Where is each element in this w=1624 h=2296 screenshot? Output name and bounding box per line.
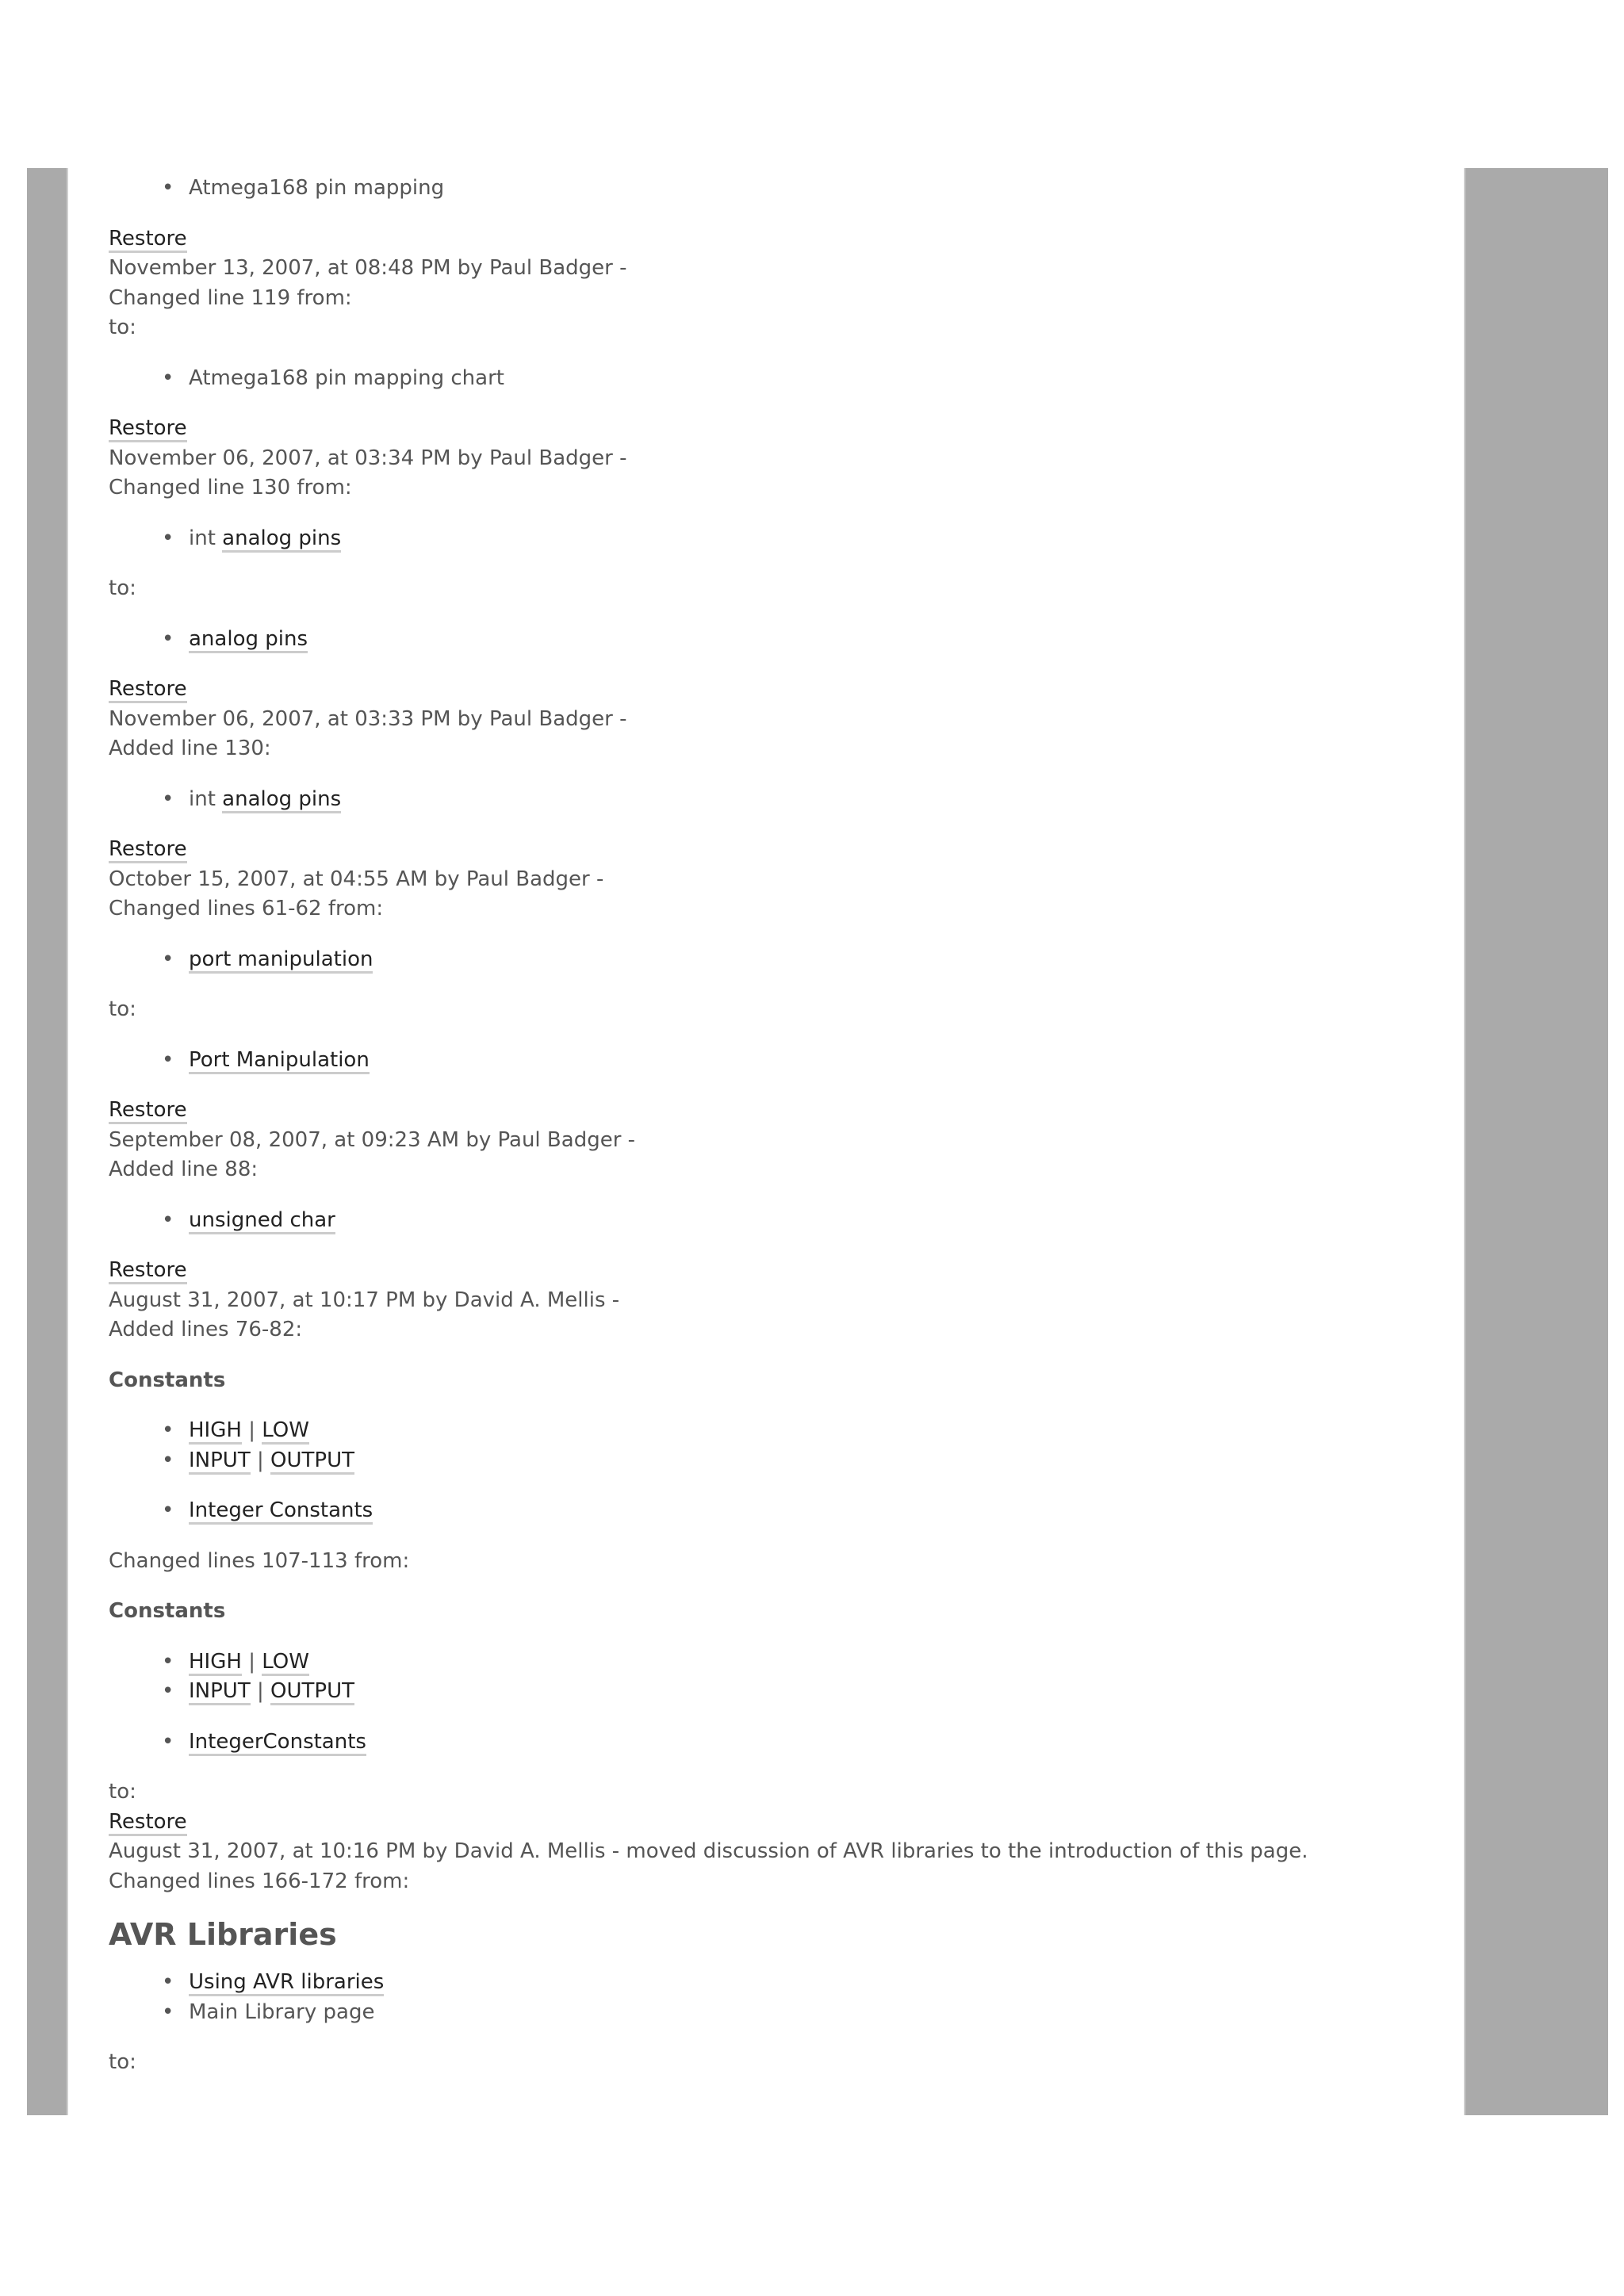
port-manipulation-link[interactable]: port manipulation bbox=[189, 947, 373, 974]
diff-list bbox=[109, 1046, 1457, 1076]
list-item: • int analog pins bbox=[189, 785, 1457, 815]
port-manipulation-link[interactable]: Port Manipulation bbox=[189, 1048, 370, 1074]
high-link[interactable]: HIGH bbox=[189, 1418, 242, 1445]
diff-list bbox=[109, 524, 1457, 554]
list-item: • INPUT | OUTPUT bbox=[189, 1677, 1457, 1707]
restore-link[interactable]: Restore bbox=[109, 227, 187, 253]
list-item bbox=[189, 1728, 1457, 1758]
to-label: to: bbox=[109, 316, 136, 339]
analog-pins-link[interactable]: analog pins bbox=[222, 526, 341, 553]
list-item bbox=[189, 1968, 1457, 1998]
to-label: to: bbox=[109, 2050, 136, 2074]
change-description: Changed lines 61-62 from: bbox=[109, 897, 384, 920]
diff-list bbox=[109, 1647, 1457, 1707]
diff-list bbox=[109, 1728, 1457, 1758]
list-item: • int analog pins bbox=[189, 524, 1457, 554]
using-avr-libraries-link[interactable]: Using AVR libraries bbox=[189, 1970, 384, 1996]
output-link[interactable]: OUTPUT bbox=[270, 1448, 354, 1475]
list-item bbox=[189, 1496, 1457, 1526]
to-label: to: bbox=[109, 997, 136, 1021]
restore-link[interactable]: Restore bbox=[109, 416, 187, 442]
revision-meta: November 13, 2007, at 08:48 PM by Paul Badger - bbox=[109, 256, 627, 280]
low-link[interactable]: LOW bbox=[262, 1418, 309, 1445]
input-link[interactable]: INPUT bbox=[189, 1679, 251, 1705]
revision-meta: September 08, 2007, at 09:23 AM by Paul Badger - bbox=[109, 1127, 636, 1152]
restore-link[interactable]: Restore bbox=[109, 837, 187, 863]
list-item bbox=[189, 945, 1457, 975]
revision-meta: November 06, 2007, at 03:33 PM by Paul Badger - bbox=[109, 706, 627, 731]
diff-list bbox=[109, 364, 1457, 394]
revision-meta: August 31, 2007, at 10:16 PM by David A. Mellis - moved discussion of AVR libraries to the introduction of this page. bbox=[109, 1839, 1308, 1863]
restore-link[interactable]: Restore bbox=[109, 677, 187, 703]
diff-list bbox=[109, 785, 1457, 815]
avr-libraries-heading: AVR Libraries bbox=[109, 1917, 337, 1952]
diff-list bbox=[109, 1416, 1457, 1475]
analog-pins-link[interactable]: analog pins bbox=[222, 787, 341, 813]
change-description: Added lines 76-82: bbox=[109, 1318, 303, 1341]
revision-meta: October 15, 2007, at 04:55 AM by Paul Badger - bbox=[109, 867, 604, 891]
high-link[interactable]: HIGH bbox=[189, 1650, 242, 1676]
change-description: Added line 88: bbox=[109, 1158, 259, 1181]
diff-list bbox=[109, 625, 1457, 655]
output-link[interactable]: OUTPUT bbox=[270, 1679, 354, 1705]
to-label: to: bbox=[109, 576, 136, 600]
revision-meta: August 31, 2007, at 10:17 PM by David A. Mellis - bbox=[109, 1288, 620, 1312]
left-margin-bar bbox=[27, 168, 67, 2115]
integer-constants-link[interactable]: Integer Constants bbox=[189, 1498, 373, 1525]
constants-heading: Constants bbox=[109, 1599, 226, 1623]
integer-constants-link[interactable]: IntegerConstants bbox=[189, 1730, 366, 1756]
diff-list bbox=[109, 1206, 1457, 1236]
change-description: Changed line 119 from: bbox=[109, 285, 352, 310]
list-item bbox=[189, 1206, 1457, 1236]
right-margin-bar bbox=[1465, 168, 1608, 2115]
low-link[interactable]: LOW bbox=[262, 1650, 309, 1676]
list-item bbox=[189, 625, 1457, 655]
list-item: • HIGH | LOW bbox=[189, 1416, 1457, 1446]
change-description: Changed line 130 from: bbox=[109, 476, 352, 499]
diff-list bbox=[109, 1496, 1457, 1526]
page-history-content bbox=[109, 174, 1457, 2078]
change-description: Changed lines 166-172 from: bbox=[109, 1869, 410, 1893]
change-description: Added line 130: bbox=[109, 737, 271, 760]
input-link[interactable]: INPUT bbox=[189, 1448, 251, 1475]
list-item bbox=[189, 1046, 1457, 1076]
change-description: Changed lines 107-113 from: bbox=[109, 1548, 410, 1573]
list-item: • Main Library page bbox=[189, 1998, 1457, 2028]
unsigned-char-link[interactable]: unsigned char bbox=[189, 1208, 335, 1234]
diff-list bbox=[109, 174, 1457, 204]
list-item: • INPUT | OUTPUT bbox=[189, 1446, 1457, 1476]
constants-heading: Constants bbox=[109, 1368, 226, 1392]
restore-link[interactable]: Restore bbox=[109, 1810, 187, 1836]
diff-list bbox=[109, 945, 1457, 975]
diff-list bbox=[109, 1968, 1457, 2027]
restore-link[interactable]: Restore bbox=[109, 1098, 187, 1124]
to-label: to: bbox=[109, 1780, 136, 1804]
list-item: • HIGH | LOW bbox=[189, 1647, 1457, 1678]
restore-link[interactable]: Restore bbox=[109, 1258, 187, 1284]
analog-pins-link[interactable]: analog pins bbox=[189, 627, 308, 653]
list-item: • Atmega168 pin mapping bbox=[189, 174, 1457, 204]
revision-meta: November 06, 2007, at 03:34 PM by Paul Badger - bbox=[109, 446, 627, 470]
list-item: • Atmega168 pin mapping chart bbox=[189, 364, 1457, 394]
